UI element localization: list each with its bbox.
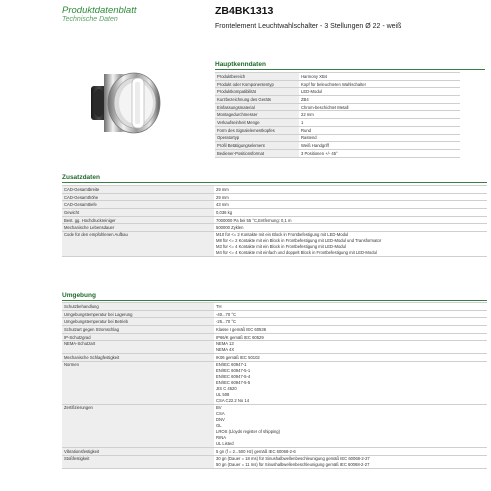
- spec-value: Harmony XB4: [299, 73, 460, 81]
- section-title-env: Umgebung: [62, 292, 96, 299]
- spec-label: Produktbereich: [215, 73, 299, 81]
- spec-label: CAD-Gesamthöhe: [62, 193, 214, 201]
- product-reference: ZB4BK1313: [215, 5, 274, 17]
- spec-label: Schutzbehandlung: [62, 303, 214, 311]
- section-title-extra: Zusatzdaten: [62, 174, 100, 181]
- spec-value: ZB4: [299, 96, 460, 104]
- table-row: [215, 88, 460, 96]
- table-row: [215, 73, 460, 81]
- spec-label: IP-Schutzgrad: [62, 333, 214, 341]
- spec-value: TH: [214, 303, 487, 311]
- spec-label: NEMA-Schutzart: [62, 341, 214, 354]
- table-row: [62, 201, 487, 209]
- spec-value: -40...70 °C: [214, 310, 487, 318]
- spec-label: Montagedurchmesser: [215, 111, 299, 119]
- table-row: [62, 362, 487, 405]
- norm-value: EN/IEC 60947-5-1: [216, 368, 251, 374]
- main-specs-table: [215, 72, 460, 158]
- spec-value: Chrom-beschichtet Metall: [299, 103, 460, 111]
- spec-value: LED-Modul: [299, 88, 460, 96]
- spec-value: 29 mm: [214, 193, 487, 201]
- mounting-code-line: M10 für <= 2 Kontakte mit ein Block in Frontbefestigung mit LED-Modul: [216, 232, 349, 238]
- table-row: [62, 224, 487, 232]
- spec-label: Code für den empfohlenen Aufbau: [62, 232, 214, 257]
- spec-label: Bediener-Positionsformat: [215, 149, 299, 157]
- mounting-code-line: M8 für <= 2 Kontakte mit ein Block in Frontbefestigung mit LED-Modul und Transformator: [216, 238, 382, 244]
- table-row: [215, 142, 460, 150]
- mounting-code-line: M3 für <= 4 Kontakte mit ein Block in Frontbefestigung mit LED-Modul: [216, 244, 346, 250]
- table-row: [62, 310, 487, 318]
- spec-label: Stoßfestigkeit: [62, 455, 214, 468]
- table-row: [215, 126, 460, 134]
- spec-value-list: [214, 405, 487, 448]
- certification-value: GL: [216, 423, 222, 429]
- table-row: [62, 448, 487, 456]
- section-rule-extra: [62, 182, 487, 183]
- table-row: [62, 354, 487, 362]
- table-row: [215, 119, 460, 127]
- spec-value: Kopf für beleuchteten Wahlschalter: [299, 80, 460, 88]
- spec-value: IP66/K gemäß IEC 60529: [214, 333, 487, 341]
- spec-value: Rastend: [299, 134, 460, 142]
- norm-value: EN/IEC 60947-5-4: [216, 374, 251, 380]
- doc-subtitle: Technische Daten: [62, 16, 118, 23]
- selector-switch-photo: [88, 60, 168, 150]
- spec-value: 43 mm: [214, 201, 487, 209]
- spec-label: Vibrationsfestigkeit: [62, 448, 214, 456]
- spec-label: Profil Betätigungselement: [215, 142, 299, 150]
- spec-label: Normen: [62, 362, 214, 405]
- spec-label: Form des Signalelementkopfes: [215, 126, 299, 134]
- certification-value: UL Listed: [216, 441, 234, 447]
- table-row: [62, 216, 487, 224]
- table-row: [62, 193, 487, 201]
- spec-label: Mechanische Lebensdauer: [62, 224, 214, 232]
- spec-label: Umgebungstemperatur bei Lagerung: [62, 310, 214, 318]
- norm-value: CSA C22.2 No 14: [216, 398, 250, 404]
- spec-value-list: [214, 232, 487, 257]
- certification-value: CSA: [216, 411, 225, 417]
- spec-label: Kurzbezeichnung des Geräts: [215, 96, 299, 104]
- spec-value: 22 mm: [299, 111, 460, 119]
- spec-value-list: [214, 362, 487, 405]
- spec-value: 3 Positionen +/- 45°: [299, 149, 460, 157]
- certification-value: DNV: [216, 417, 225, 423]
- extra-specs-table: [62, 185, 487, 257]
- section-title-main: Hauptkenndaten: [215, 61, 266, 68]
- spec-value-list: [214, 455, 487, 468]
- spec-label: Verkaufseinheit Menge: [215, 119, 299, 127]
- certification-value: LROS (Lloyds register of shipping): [216, 429, 281, 435]
- norm-value: UL 508: [216, 392, 230, 398]
- table-row: [62, 186, 487, 194]
- spec-label: CAD-Gesamtbreite: [62, 186, 214, 194]
- mounting-code-line: M4 für <= 4 Kontakte mit einfach und doppelt Block in Frontbefestigung mit LED-Modul: [216, 250, 377, 256]
- doc-type-label: Produktdatenblatt: [62, 5, 137, 16]
- nema-value: NEMA 4X: [216, 347, 235, 353]
- spec-value: Weiß Handgriff: [299, 142, 460, 150]
- spec-value: -25...70 °C: [214, 318, 487, 326]
- table-row: [215, 111, 460, 119]
- table-row: [62, 209, 487, 217]
- spec-label: Zertifizierungen: [62, 405, 214, 448]
- spec-label: Einfassungsmaterial: [215, 103, 299, 111]
- table-row: [62, 455, 487, 468]
- nema-value: NEMA 13: [216, 341, 234, 347]
- table-row: [215, 96, 460, 104]
- spec-value: 500000 Zyklen: [214, 224, 487, 232]
- section-rule-env: [62, 300, 487, 301]
- spec-value: 7000000 Pa bei 55 °C,Entfernung: 0,1 m: [214, 216, 487, 224]
- spec-label: Produktkompatibilität: [215, 88, 299, 96]
- table-row: [62, 232, 487, 257]
- table-row: [62, 405, 487, 448]
- spec-value: 5 gn (f = 2...500 Hz) gemäß IEC 60068-2-6: [214, 448, 487, 456]
- table-row: [62, 341, 487, 354]
- datasheet-header: [0, 0, 491, 30]
- spec-label: CAD-Gesamttiefe: [62, 201, 214, 209]
- table-row: [215, 80, 460, 88]
- certification-value: BV: [216, 405, 222, 411]
- selector-switch-icon: [88, 60, 168, 150]
- spec-label: Mechanische Schlagfestigkeit: [62, 354, 214, 362]
- spec-label: Best. gg. Hochdruckreiniger: [62, 216, 214, 224]
- table-row: [62, 303, 487, 311]
- spec-label: Umgebungstemperatur bei Betrieb: [62, 318, 214, 326]
- table-row: [215, 149, 460, 157]
- shock-value: 30 gn (Dauer = 18 ms) für Sinushalbwellenbeschleunigung gemäß IEC 60068-2-27: [216, 455, 370, 461]
- section-rule-main: [215, 69, 485, 70]
- table-row: [215, 103, 460, 111]
- table-row: [62, 318, 487, 326]
- spec-value-list: [214, 341, 487, 354]
- norm-value: EN/IEC 60947-5-5: [216, 380, 251, 386]
- spec-value: 29 mm: [214, 186, 487, 194]
- table-row: [62, 333, 487, 341]
- spec-value: Rund: [299, 126, 460, 134]
- norm-value: EN/IEC 60947-1: [216, 362, 247, 368]
- product-description: Frontelement Leuchtwahlschalter - 3 Stellungen Ø 22 - weiß: [215, 23, 402, 30]
- norm-value: JIS C 4520: [216, 386, 237, 392]
- spec-value: 0,036 kg: [214, 209, 487, 217]
- spec-value: IK06 gemäß IEC 50102: [214, 354, 487, 362]
- spec-value: Klasse I gemäß IEC 60536: [214, 326, 487, 334]
- spec-value: 1: [299, 119, 460, 127]
- certification-value: RINA: [216, 435, 227, 441]
- spec-label: Gewicht: [62, 209, 214, 217]
- table-row: [215, 134, 460, 142]
- table-row: [62, 326, 487, 334]
- shock-value: 50 gn (Dauer = 11 ms) für Sinushalbwellenbeschleunigung gemäß IEC 60068-2-27: [216, 461, 370, 467]
- env-specs-table: [62, 302, 487, 469]
- spec-label: Operatortyp: [215, 134, 299, 142]
- spec-label: Schutzart gegen Stromschlag: [62, 326, 214, 334]
- spec-label: Produkt oder Komponententyp: [215, 80, 299, 88]
